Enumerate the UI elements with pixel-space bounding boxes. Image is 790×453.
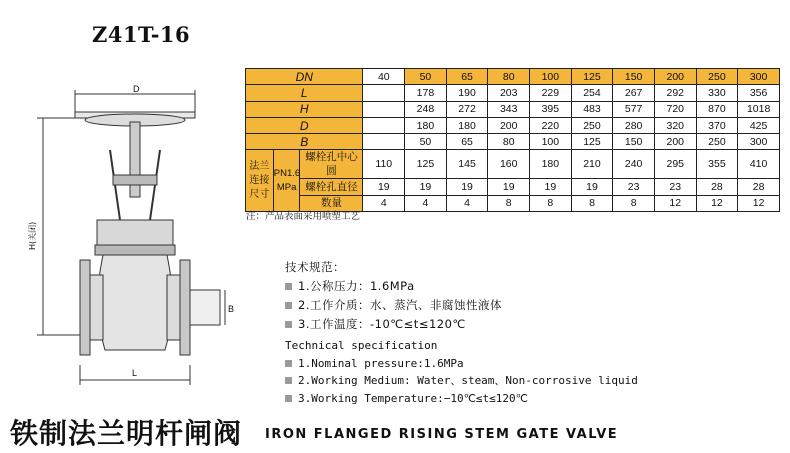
cell: 8 (530, 195, 572, 211)
tech-cn-text: 1.公称压力：1.6MPa (298, 279, 415, 293)
cell: 145 (446, 150, 488, 179)
product-title-cn: 铁制法兰明杆闸阀 (10, 417, 243, 450)
surface-note: 注：产品表面采用喷塑工艺 (246, 211, 361, 222)
cell: 250 (696, 134, 738, 150)
cell (363, 117, 405, 133)
cell: 50 (405, 134, 447, 150)
cell: 300 (738, 69, 780, 85)
tech-cn-text: 2.工作介质：水、蒸汽、非腐蚀性液体 (298, 298, 502, 312)
cell: 19 (571, 179, 613, 195)
cell: 320 (654, 117, 696, 133)
cell: 178 (405, 85, 447, 101)
dim-l-label: L (132, 368, 138, 378)
cell: 200 (488, 117, 530, 133)
cell: 250 (696, 69, 738, 85)
cell: 210 (571, 150, 613, 179)
cell: 220 (530, 117, 572, 133)
cell: 254 (571, 85, 613, 101)
cell: 150 (613, 69, 655, 85)
cell: 870 (696, 101, 738, 117)
cell: 125 (571, 134, 613, 150)
cell: 343 (488, 101, 530, 117)
qty-label: 数量 (300, 195, 363, 211)
cell: 250 (571, 117, 613, 133)
bullet-icon (285, 302, 292, 309)
tech-en-item (285, 355, 638, 373)
dim-h-label: H(关闭) (28, 221, 37, 250)
tech-en-text: 3.Working Temperature:−10℃≤t≤120℃ (298, 391, 529, 405)
cell: 180 (405, 117, 447, 133)
bullet-icon (285, 360, 292, 367)
cell: 1018 (738, 101, 780, 117)
cell: 267 (613, 85, 655, 101)
l-label: L (246, 85, 363, 101)
tech-en-title: Technical specification (285, 339, 438, 352)
cell: 4 (363, 195, 405, 211)
cell: 330 (696, 85, 738, 101)
cell: 19 (405, 179, 447, 195)
cell: 200 (654, 69, 696, 85)
dim-b-label: B (228, 304, 235, 314)
pn-label-line: MPa (276, 181, 297, 193)
flange-label-line: 尺寸 (249, 188, 270, 200)
cell: 50 (405, 69, 447, 85)
cell: 229 (530, 85, 572, 101)
cell: 425 (738, 117, 780, 133)
cell: 19 (530, 179, 572, 195)
bullet-icon (285, 283, 292, 290)
cell: 12 (654, 195, 696, 211)
cell: 292 (654, 85, 696, 101)
tech-cn-item (285, 277, 502, 296)
cell: 12 (738, 195, 780, 211)
cell: 100 (530, 134, 572, 150)
flange-label (246, 150, 274, 212)
cell: 4 (405, 195, 447, 211)
cell: 4 (446, 195, 488, 211)
cell: 356 (738, 85, 780, 101)
row-l (246, 85, 780, 101)
b-label: B (246, 134, 363, 150)
cell: 248 (405, 101, 447, 117)
d-label: D (246, 117, 363, 133)
tech-cn-item (285, 296, 502, 315)
cell: 80 (488, 134, 530, 150)
flange-label-line: 连接 (249, 174, 270, 186)
cell: 720 (654, 101, 696, 117)
tech-cn-item (285, 315, 502, 334)
cell: 19 (488, 179, 530, 195)
tech-cn-title: 技术规范： (285, 260, 345, 274)
cell: 240 (613, 150, 655, 179)
cell: 110 (363, 150, 405, 179)
cell: 12 (696, 195, 738, 211)
cell: 300 (738, 134, 780, 150)
cell: 200 (654, 134, 696, 150)
row-d (246, 117, 780, 133)
cell: 28 (696, 179, 738, 195)
pn-label-line: PN1.6 (273, 167, 301, 179)
bullet-icon (285, 321, 292, 328)
cell: 395 (530, 101, 572, 117)
cell: 100 (530, 69, 572, 85)
cell: 410 (738, 150, 780, 179)
row-bolt-dia (246, 179, 780, 195)
cell: 483 (571, 101, 613, 117)
tech-cn-text: 3.工作温度：-10℃≤t≤120℃ (298, 317, 466, 331)
cell: 23 (613, 179, 655, 195)
cell: 125 (571, 69, 613, 85)
cell: 65 (446, 69, 488, 85)
tech-en-text: 2.Working Medium: Water、steam、Non-corrosive liquid (298, 374, 638, 387)
row-dn (246, 69, 780, 85)
row-b (246, 134, 780, 150)
flange-label-line: 法兰 (249, 160, 270, 172)
cell: 370 (696, 117, 738, 133)
tech-spec-en (285, 337, 638, 407)
cell: 8 (571, 195, 613, 211)
tech-en-item (285, 372, 638, 390)
cell: 190 (446, 85, 488, 101)
cell: 23 (654, 179, 696, 195)
bullet-icon (285, 377, 292, 384)
tech-spec-cn (285, 258, 502, 334)
model-number: Z41T-16 (92, 22, 191, 47)
cell (363, 134, 405, 150)
h-label: H (246, 101, 363, 117)
cell: 355 (696, 150, 738, 179)
cell: 295 (654, 150, 696, 179)
cell: 577 (613, 101, 655, 117)
cell (363, 101, 405, 117)
bolt-dia-label: 螺栓孔直径 (300, 179, 363, 195)
cell: 150 (613, 134, 655, 150)
cell: 8 (488, 195, 530, 211)
cell: 180 (530, 150, 572, 179)
tech-en-text: 1.Nominal pressure:1.6MPa (298, 356, 464, 370)
cell: 272 (446, 101, 488, 117)
cell: 203 (488, 85, 530, 101)
cell: 125 (405, 150, 447, 179)
row-bolt-center (246, 150, 780, 179)
cell: 8 (613, 195, 655, 211)
cell: 180 (446, 117, 488, 133)
dn-label: DN (246, 69, 363, 85)
cell: 19 (363, 179, 405, 195)
cell: 160 (488, 150, 530, 179)
row-h (246, 101, 780, 117)
product-title-en: IRON FLANGED RISING STEM GATE VALVE (265, 427, 619, 442)
cell: 65 (446, 134, 488, 150)
bolt-center-label: 螺栓孔中心圆 (300, 150, 363, 179)
spec-table (245, 68, 780, 212)
pn-label (273, 150, 300, 212)
cell: 28 (738, 179, 780, 195)
cell (363, 85, 405, 101)
cell: 19 (446, 179, 488, 195)
cell: 40 (363, 69, 405, 85)
cell: 80 (488, 69, 530, 85)
valve-drawing (25, 80, 250, 405)
tech-en-item (285, 390, 638, 408)
cell: 280 (613, 117, 655, 133)
dim-d-label: D (133, 84, 140, 94)
bullet-icon (285, 395, 292, 402)
